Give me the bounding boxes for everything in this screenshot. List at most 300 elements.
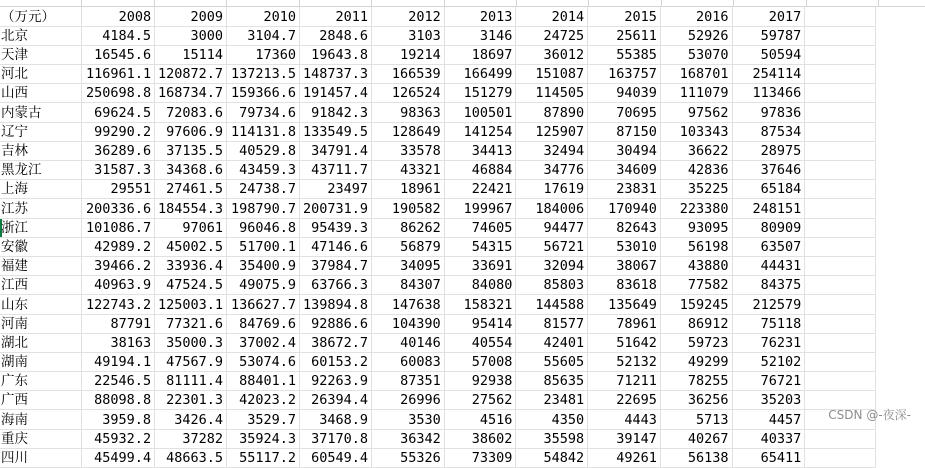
year-header-cell[interactable]: 2017 xyxy=(732,7,805,26)
value-cell[interactable]: 97606.9 xyxy=(155,122,227,141)
value-cell[interactable]: 19214 xyxy=(372,45,445,64)
province-cell[interactable]: 上海 xyxy=(0,180,82,199)
value-cell[interactable]: 47146.6 xyxy=(300,237,372,256)
value-cell[interactable]: 35400.9 xyxy=(227,256,300,275)
value-cell[interactable]: 51700.1 xyxy=(227,237,300,256)
value-cell[interactable]: 158321 xyxy=(444,295,516,314)
value-cell[interactable]: 40963.9 xyxy=(82,276,155,295)
value-cell[interactable]: 26996 xyxy=(372,391,445,410)
value-cell[interactable]: 55117.2 xyxy=(227,448,300,467)
empty-cell[interactable] xyxy=(805,161,876,180)
value-cell[interactable]: 36012 xyxy=(516,45,588,64)
value-cell[interactable]: 25611 xyxy=(588,26,661,45)
value-cell[interactable]: 125907 xyxy=(516,122,588,141)
value-cell[interactable]: 37282 xyxy=(155,429,227,448)
value-cell[interactable]: 81111.4 xyxy=(155,372,227,391)
value-cell[interactable]: 18697 xyxy=(444,45,516,64)
empty-cell[interactable] xyxy=(805,448,876,467)
value-cell[interactable]: 5713 xyxy=(660,410,732,429)
column-header-strip[interactable] xyxy=(0,0,925,7)
empty-cell[interactable] xyxy=(805,276,876,295)
value-cell[interactable]: 114131.8 xyxy=(227,122,300,141)
value-cell[interactable]: 248151 xyxy=(732,199,805,218)
value-cell[interactable]: 65411 xyxy=(732,448,805,467)
empty-cell[interactable] xyxy=(805,122,876,141)
year-header-cell[interactable]: 2014 xyxy=(516,7,588,26)
year-header-cell[interactable]: 2013 xyxy=(444,7,516,26)
value-cell[interactable]: 43711.7 xyxy=(300,161,372,180)
province-cell[interactable]: 浙江 xyxy=(0,218,82,237)
value-cell[interactable]: 47524.5 xyxy=(155,276,227,295)
column-divider[interactable] xyxy=(588,0,589,6)
value-cell[interactable]: 56721 xyxy=(516,237,588,256)
value-cell[interactable]: 40554 xyxy=(444,333,516,352)
value-cell[interactable]: 73309 xyxy=(444,448,516,467)
value-cell[interactable]: 23481 xyxy=(516,391,588,410)
value-cell[interactable]: 33578 xyxy=(372,141,445,160)
value-cell[interactable]: 77321.6 xyxy=(155,314,227,333)
value-cell[interactable]: 92938 xyxy=(444,372,516,391)
value-cell[interactable]: 97836 xyxy=(732,103,805,122)
value-cell[interactable]: 72083.6 xyxy=(155,103,227,122)
value-cell[interactable]: 15114 xyxy=(155,45,227,64)
value-cell[interactable]: 3146 xyxy=(444,26,516,45)
value-cell[interactable]: 2848.6 xyxy=(300,26,372,45)
value-cell[interactable]: 70695 xyxy=(588,103,661,122)
value-cell[interactable]: 93095 xyxy=(660,218,732,237)
value-cell[interactable]: 65184 xyxy=(732,180,805,199)
column-divider[interactable] xyxy=(154,0,155,6)
value-cell[interactable]: 3000 xyxy=(155,26,227,45)
value-cell[interactable]: 63507 xyxy=(732,237,805,256)
value-cell[interactable]: 113466 xyxy=(732,84,805,103)
value-cell[interactable]: 49299 xyxy=(660,352,732,371)
value-cell[interactable]: 55385 xyxy=(588,45,661,64)
value-cell[interactable]: 52132 xyxy=(588,352,661,371)
value-cell[interactable]: 29551 xyxy=(82,180,155,199)
value-cell[interactable]: 40529.8 xyxy=(227,141,300,160)
value-cell[interactable]: 49075.9 xyxy=(227,276,300,295)
value-cell[interactable]: 87351 xyxy=(372,372,445,391)
province-cell[interactable]: 北京 xyxy=(0,26,82,45)
empty-cell[interactable] xyxy=(805,7,876,26)
value-cell[interactable]: 96046.8 xyxy=(227,218,300,237)
value-cell[interactable]: 83618 xyxy=(588,276,661,295)
province-cell[interactable]: 海南 xyxy=(0,410,82,429)
value-cell[interactable]: 59787 xyxy=(732,26,805,45)
value-cell[interactable]: 45499.4 xyxy=(82,448,155,467)
value-cell[interactable]: 35000.3 xyxy=(155,333,227,352)
value-cell[interactable]: 3426.4 xyxy=(155,410,227,429)
value-cell[interactable]: 87791 xyxy=(82,314,155,333)
value-cell[interactable]: 91842.3 xyxy=(300,103,372,122)
value-cell[interactable]: 34609 xyxy=(588,161,661,180)
empty-cell[interactable] xyxy=(805,26,876,45)
value-cell[interactable]: 36289.6 xyxy=(82,141,155,160)
value-cell[interactable]: 250698.8 xyxy=(82,84,155,103)
value-cell[interactable]: 53010 xyxy=(588,237,661,256)
value-cell[interactable]: 42989.2 xyxy=(82,237,155,256)
column-divider[interactable] xyxy=(516,0,517,6)
empty-cell[interactable] xyxy=(805,84,876,103)
value-cell[interactable]: 84375 xyxy=(732,276,805,295)
table-row xyxy=(0,45,925,64)
year-header-cell[interactable]: 2011 xyxy=(300,7,372,26)
value-cell[interactable]: 128649 xyxy=(372,122,445,141)
value-cell[interactable]: 59723 xyxy=(660,333,732,352)
value-cell[interactable]: 137213.5 xyxy=(227,65,300,84)
value-cell[interactable]: 56879 xyxy=(372,237,445,256)
column-divider[interactable] xyxy=(806,0,807,6)
value-cell[interactable]: 84769.6 xyxy=(227,314,300,333)
year-header-cell[interactable]: 2016 xyxy=(660,7,732,26)
value-cell[interactable]: 57008 xyxy=(444,352,516,371)
value-cell[interactable]: 40267 xyxy=(660,429,732,448)
value-cell[interactable]: 126524 xyxy=(372,84,445,103)
value-cell[interactable]: 168701 xyxy=(660,65,732,84)
empty-cell[interactable] xyxy=(805,65,876,84)
year-header-cell[interactable]: 2015 xyxy=(588,7,661,26)
value-cell[interactable]: 81577 xyxy=(516,314,588,333)
value-cell[interactable]: 82643 xyxy=(588,218,661,237)
province-cell[interactable]: 广西 xyxy=(0,391,82,410)
value-cell[interactable]: 28975 xyxy=(732,141,805,160)
value-cell[interactable]: 184006 xyxy=(516,199,588,218)
value-cell[interactable]: 30494 xyxy=(588,141,661,160)
province-cell[interactable]: 江苏 xyxy=(0,199,82,218)
value-cell[interactable]: 34095 xyxy=(372,256,445,275)
value-cell[interactable]: 76721 xyxy=(732,372,805,391)
value-cell[interactable]: 35924.3 xyxy=(227,429,300,448)
province-cell[interactable]: 四川 xyxy=(0,448,82,467)
value-cell[interactable]: 103343 xyxy=(660,122,732,141)
value-cell[interactable]: 40146 xyxy=(372,333,445,352)
value-cell[interactable]: 84080 xyxy=(444,276,516,295)
value-cell[interactable]: 88401.1 xyxy=(227,372,300,391)
value-cell[interactable]: 46884 xyxy=(444,161,516,180)
value-cell[interactable]: 87890 xyxy=(516,103,588,122)
value-cell[interactable]: 34791.4 xyxy=(300,141,372,160)
province-cell[interactable]: 广东 xyxy=(0,372,82,391)
value-cell[interactable]: 33691 xyxy=(444,256,516,275)
value-cell[interactable]: 38672.7 xyxy=(300,333,372,352)
value-cell[interactable]: 60549.4 xyxy=(300,448,372,467)
value-cell[interactable]: 100501 xyxy=(444,103,516,122)
value-cell[interactable]: 87150 xyxy=(588,122,661,141)
value-cell[interactable]: 36256 xyxy=(660,391,732,410)
value-cell[interactable]: 168734.7 xyxy=(155,84,227,103)
value-cell[interactable]: 86912 xyxy=(660,314,732,333)
province-cell[interactable]: 江西 xyxy=(0,276,82,295)
value-cell[interactable]: 80909 xyxy=(732,218,805,237)
value-cell[interactable]: 3468.9 xyxy=(300,410,372,429)
year-header-cell[interactable]: 2010 xyxy=(227,7,300,26)
value-cell[interactable]: 136627.7 xyxy=(227,295,300,314)
province-cell[interactable]: 安徽 xyxy=(0,237,82,256)
value-cell[interactable]: 54842 xyxy=(516,448,588,467)
value-cell[interactable]: 97061 xyxy=(155,218,227,237)
value-cell[interactable]: 114505 xyxy=(516,84,588,103)
value-cell[interactable]: 26394.4 xyxy=(300,391,372,410)
value-cell[interactable]: 198790.7 xyxy=(227,199,300,218)
value-cell[interactable]: 37170.8 xyxy=(300,429,372,448)
year-header-cell[interactable]: 2008 xyxy=(82,7,155,26)
value-cell[interactable]: 139894.8 xyxy=(300,295,372,314)
value-cell[interactable]: 116961.1 xyxy=(82,65,155,84)
province-cell[interactable]: 湖南 xyxy=(0,352,82,371)
column-divider[interactable] xyxy=(661,0,662,6)
value-cell[interactable]: 85635 xyxy=(516,372,588,391)
province-cell[interactable]: 黑龙江 xyxy=(0,161,82,180)
value-cell[interactable]: 88098.8 xyxy=(82,391,155,410)
column-divider[interactable] xyxy=(81,0,82,6)
value-cell[interactable]: 163757 xyxy=(588,65,661,84)
value-cell[interactable]: 4516 xyxy=(444,410,516,429)
value-cell[interactable]: 56138 xyxy=(660,448,732,467)
value-cell[interactable]: 42401 xyxy=(516,333,588,352)
column-divider[interactable] xyxy=(226,0,227,6)
value-cell[interactable]: 36622 xyxy=(660,141,732,160)
value-cell[interactable]: 32494 xyxy=(516,141,588,160)
value-cell[interactable]: 42836 xyxy=(660,161,732,180)
value-cell[interactable]: 43321 xyxy=(372,161,445,180)
value-cell[interactable]: 97562 xyxy=(660,103,732,122)
value-cell[interactable]: 79734.6 xyxy=(227,103,300,122)
empty-cell[interactable] xyxy=(805,429,876,448)
empty-cell[interactable] xyxy=(805,352,876,371)
province-cell[interactable]: 山西 xyxy=(0,84,82,103)
value-cell[interactable]: 95414 xyxy=(444,314,516,333)
value-cell[interactable]: 212579 xyxy=(732,295,805,314)
value-cell[interactable]: 16545.6 xyxy=(82,45,155,64)
value-cell[interactable]: 34776 xyxy=(516,161,588,180)
value-cell[interactable]: 170940 xyxy=(588,199,661,218)
empty-cell[interactable] xyxy=(805,180,876,199)
value-cell[interactable]: 199967 xyxy=(444,199,516,218)
province-cell[interactable]: 湖北 xyxy=(0,333,82,352)
value-cell[interactable]: 24725 xyxy=(516,26,588,45)
province-cell[interactable]: 河南 xyxy=(0,314,82,333)
empty-cell[interactable] xyxy=(805,256,876,275)
value-cell[interactable]: 17619 xyxy=(516,180,588,199)
value-cell[interactable]: 94477 xyxy=(516,218,588,237)
value-cell[interactable]: 48663.5 xyxy=(155,448,227,467)
value-cell[interactable]: 27461.5 xyxy=(155,180,227,199)
value-cell[interactable]: 31587.3 xyxy=(82,161,155,180)
value-cell[interactable]: 47567.9 xyxy=(155,352,227,371)
value-cell[interactable]: 77582 xyxy=(660,276,732,295)
value-cell[interactable]: 52102 xyxy=(732,352,805,371)
value-cell[interactable]: 37646 xyxy=(732,161,805,180)
value-cell[interactable]: 60083 xyxy=(372,352,445,371)
value-cell[interactable]: 35598 xyxy=(516,429,588,448)
value-cell[interactable]: 23497 xyxy=(300,180,372,199)
value-cell[interactable]: 101086.7 xyxy=(82,218,155,237)
empty-cell[interactable] xyxy=(805,141,876,160)
value-cell[interactable]: 133549.5 xyxy=(300,122,372,141)
province-cell[interactable]: 河北 xyxy=(0,65,82,84)
value-cell[interactable]: 51642 xyxy=(588,333,661,352)
value-cell[interactable]: 56198 xyxy=(660,237,732,256)
value-cell[interactable]: 99290.2 xyxy=(82,122,155,141)
value-cell[interactable]: 95439.3 xyxy=(300,218,372,237)
empty-cell[interactable] xyxy=(805,333,876,352)
value-cell[interactable]: 49194.1 xyxy=(82,352,155,371)
value-cell[interactable]: 23831 xyxy=(588,180,661,199)
value-cell[interactable]: 85803 xyxy=(516,276,588,295)
unit-label-cell[interactable]: （万元） xyxy=(0,7,82,26)
value-cell[interactable]: 166539 xyxy=(372,65,445,84)
empty-cell[interactable] xyxy=(805,199,876,218)
value-cell[interactable]: 147638 xyxy=(372,295,445,314)
value-cell[interactable]: 42023.2 xyxy=(227,391,300,410)
value-cell[interactable]: 49261 xyxy=(588,448,661,467)
column-divider[interactable] xyxy=(733,0,734,6)
value-cell[interactable]: 43459.3 xyxy=(227,161,300,180)
value-cell[interactable]: 54315 xyxy=(444,237,516,256)
value-cell[interactable]: 122743.2 xyxy=(82,295,155,314)
value-cell[interactable]: 159366.6 xyxy=(227,84,300,103)
province-cell[interactable]: 福建 xyxy=(0,256,82,275)
value-cell[interactable]: 75118 xyxy=(732,314,805,333)
value-cell[interactable]: 71211 xyxy=(588,372,661,391)
value-cell[interactable]: 22301.3 xyxy=(155,391,227,410)
value-cell[interactable]: 32094 xyxy=(516,256,588,275)
value-cell[interactable]: 37984.7 xyxy=(300,256,372,275)
value-cell[interactable]: 3959.8 xyxy=(82,410,155,429)
value-cell[interactable]: 37002.4 xyxy=(227,333,300,352)
value-cell[interactable]: 19643.8 xyxy=(300,45,372,64)
value-cell[interactable]: 17360 xyxy=(227,45,300,64)
value-cell[interactable]: 74605 xyxy=(444,218,516,237)
empty-cell[interactable] xyxy=(805,372,876,391)
value-cell[interactable]: 200731.9 xyxy=(300,199,372,218)
column-divider[interactable] xyxy=(878,0,879,6)
value-cell[interactable]: 39466.2 xyxy=(82,256,155,275)
value-cell[interactable]: 60153.2 xyxy=(300,352,372,371)
value-cell[interactable]: 151087 xyxy=(516,65,588,84)
empty-cell[interactable] xyxy=(805,314,876,333)
value-cell[interactable]: 3104.7 xyxy=(227,26,300,45)
value-cell[interactable]: 151279 xyxy=(444,84,516,103)
value-cell[interactable]: 38163 xyxy=(82,333,155,352)
value-cell[interactable]: 55326 xyxy=(372,448,445,467)
value-cell[interactable]: 35203 xyxy=(732,391,805,410)
value-cell[interactable]: 35225 xyxy=(660,180,732,199)
value-cell[interactable]: 43880 xyxy=(660,256,732,275)
value-cell[interactable]: 33936.4 xyxy=(155,256,227,275)
value-cell[interactable]: 135649 xyxy=(588,295,661,314)
value-cell[interactable]: 104390 xyxy=(372,314,445,333)
value-cell[interactable]: 98363 xyxy=(372,103,445,122)
value-cell[interactable]: 159245 xyxy=(660,295,732,314)
value-cell[interactable]: 125003.1 xyxy=(155,295,227,314)
value-cell[interactable]: 3530 xyxy=(372,410,445,429)
value-cell[interactable]: 200336.6 xyxy=(82,199,155,218)
value-cell[interactable]: 254114 xyxy=(732,65,805,84)
value-cell[interactable]: 40337 xyxy=(732,429,805,448)
empty-cell[interactable] xyxy=(805,45,876,64)
province-cell[interactable]: 山东 xyxy=(0,295,82,314)
value-cell[interactable]: 39147 xyxy=(588,429,661,448)
value-cell[interactable]: 22695 xyxy=(588,391,661,410)
value-cell[interactable]: 111079 xyxy=(660,84,732,103)
value-cell[interactable]: 84307 xyxy=(372,276,445,295)
value-cell[interactable]: 92263.9 xyxy=(300,372,372,391)
value-cell[interactable]: 50594 xyxy=(732,45,805,64)
value-cell[interactable]: 78961 xyxy=(588,314,661,333)
value-cell[interactable]: 63766.3 xyxy=(300,276,372,295)
value-cell[interactable]: 144588 xyxy=(516,295,588,314)
value-cell[interactable]: 52926 xyxy=(660,26,732,45)
value-cell[interactable]: 94039 xyxy=(588,84,661,103)
value-cell[interactable]: 78255 xyxy=(660,372,732,391)
value-cell[interactable]: 141254 xyxy=(444,122,516,141)
value-cell[interactable]: 44431 xyxy=(732,256,805,275)
value-cell[interactable]: 38602 xyxy=(444,429,516,448)
value-cell[interactable]: 92886.6 xyxy=(300,314,372,333)
value-cell[interactable]: 4443 xyxy=(588,410,661,429)
value-cell[interactable]: 45932.2 xyxy=(82,429,155,448)
value-cell[interactable]: 45002.5 xyxy=(155,237,227,256)
value-cell[interactable]: 3529.7 xyxy=(227,410,300,429)
value-cell[interactable]: 148737.3 xyxy=(300,65,372,84)
value-cell[interactable]: 22421 xyxy=(444,180,516,199)
value-cell[interactable]: 53070 xyxy=(660,45,732,64)
province-cell[interactable]: 内蒙古 xyxy=(0,103,82,122)
year-header-cell[interactable]: 2009 xyxy=(155,7,227,26)
column-divider[interactable] xyxy=(299,0,300,6)
value-cell[interactable]: 87534 xyxy=(732,122,805,141)
province-cell[interactable]: 吉林 xyxy=(0,141,82,160)
value-cell[interactable]: 120872.7 xyxy=(155,65,227,84)
value-cell[interactable]: 36342 xyxy=(372,429,445,448)
value-cell[interactable]: 4184.5 xyxy=(82,26,155,45)
empty-cell[interactable] xyxy=(805,237,876,256)
empty-cell[interactable] xyxy=(805,218,876,237)
value-cell[interactable]: 86262 xyxy=(372,218,445,237)
empty-cell[interactable] xyxy=(805,103,876,122)
value-cell[interactable]: 191457.4 xyxy=(300,84,372,103)
value-cell[interactable]: 166499 xyxy=(444,65,516,84)
value-cell[interactable]: 27562 xyxy=(444,391,516,410)
province-cell[interactable]: 天津 xyxy=(0,45,82,64)
value-cell[interactable]: 3103 xyxy=(372,26,445,45)
value-cell[interactable]: 34368.6 xyxy=(155,161,227,180)
column-divider[interactable] xyxy=(371,0,372,6)
value-cell[interactable]: 55605 xyxy=(516,352,588,371)
value-cell[interactable]: 190582 xyxy=(372,199,445,218)
value-cell[interactable]: 37135.5 xyxy=(155,141,227,160)
value-cell[interactable]: 22546.5 xyxy=(82,372,155,391)
value-cell[interactable]: 24738.7 xyxy=(227,180,300,199)
empty-cell[interactable] xyxy=(805,295,876,314)
value-cell[interactable]: 53074.6 xyxy=(227,352,300,371)
province-cell[interactable]: 辽宁 xyxy=(0,122,82,141)
value-cell[interactable]: 76231 xyxy=(732,333,805,352)
value-cell[interactable]: 38067 xyxy=(588,256,661,275)
province-cell[interactable]: 重庆 xyxy=(0,429,82,448)
year-header-cell[interactable]: 2012 xyxy=(372,7,445,26)
value-cell[interactable]: 18961 xyxy=(372,180,445,199)
value-cell[interactable]: 4350 xyxy=(516,410,588,429)
value-cell[interactable]: 4457 xyxy=(732,410,805,429)
value-cell[interactable]: 223380 xyxy=(660,199,732,218)
value-cell[interactable]: 184554.3 xyxy=(155,199,227,218)
value-cell[interactable]: 34413 xyxy=(444,141,516,160)
value-cell[interactable]: 69624.5 xyxy=(82,103,155,122)
column-divider[interactable] xyxy=(444,0,445,6)
